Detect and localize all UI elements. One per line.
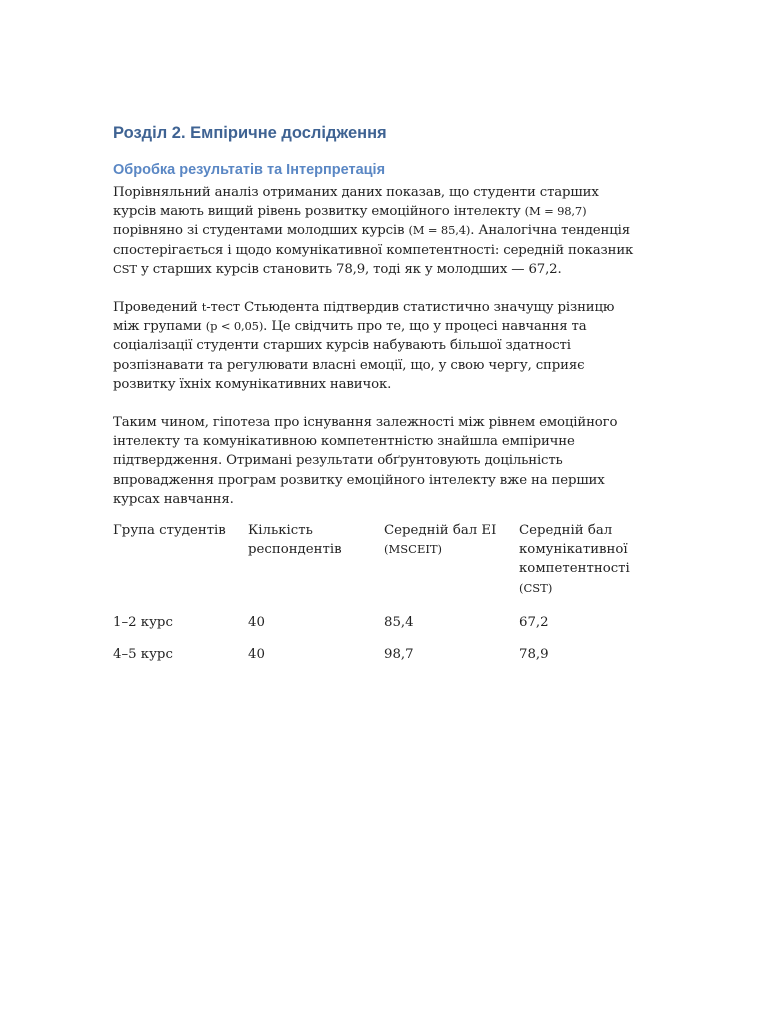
text-run: порівняно зі студентами молодших курсів — [113, 223, 409, 239]
stat-value: (M = 98,7) — [524, 204, 587, 219]
text-run: Проведений — [113, 300, 202, 315]
paragraph-line: курсах навчання. — [113, 491, 234, 507]
paragraph-line: розпізнавати та регулювати власні емоції, що, у свою чергу, сприяє — [113, 357, 585, 373]
table-header-cell — [519, 521, 630, 598]
paragraph-line: інтелекту та комунікативною компетентністю знайшла емпіричне — [113, 434, 575, 450]
header-text: компетентності — [519, 561, 630, 577]
paragraph-line — [113, 221, 658, 240]
table-header-cell — [248, 521, 342, 559]
paragraph-line — [113, 317, 658, 336]
abbreviation: CST — [113, 261, 137, 276]
paragraph-comparison — [113, 183, 658, 279]
paragraph-line: соціалізації студенти старших курсів набувають більшої здатності — [113, 338, 571, 354]
paragraph-line: розвитку їхніх комунікативних навичок. — [113, 376, 392, 392]
header-subtext: (MSCEIT) — [384, 542, 443, 557]
text-run: . Аналогічна тенденція — [470, 223, 630, 239]
subsection-title: Обробка результатів та Інтерпретація — [113, 162, 386, 178]
section-title: Розділ 2. Емпіричне дослідження — [113, 124, 387, 142]
table-header-cell — [384, 521, 496, 559]
table-cell-ei: 85,4 — [384, 615, 414, 630]
paragraph-line — [113, 202, 658, 221]
stat-value: (p < 0,05) — [205, 319, 264, 334]
table-header-cell — [113, 521, 226, 540]
table-cell-ei: 98,7 — [384, 647, 414, 662]
table-cell-count: 40 — [248, 647, 265, 662]
stat-value: (M = 85,4) — [408, 223, 471, 238]
text-run: у старших курсів становить 78,9, тоді як у молодших — 67,2. — [136, 261, 562, 277]
paragraph-line — [113, 260, 658, 279]
text-run: -тест Стьюдента підтвердив статистично значущу різницю — [206, 300, 615, 315]
table-cell-group: 4–5 курс — [113, 647, 173, 662]
header-text: Середній бал EI — [384, 523, 497, 538]
paragraph-line: впровадження програм розвитку емоційного інтелекту вже на перших — [113, 472, 605, 488]
header-text: комунікативної — [519, 542, 628, 558]
paragraph-ttest — [113, 298, 658, 394]
header-text: Кількість — [248, 523, 313, 538]
header-subtext: (CST) — [519, 580, 553, 595]
table-cell-cst: 78,9 — [519, 647, 549, 662]
table-cell-group: 1–2 курс — [113, 615, 173, 630]
table-cell-count: 40 — [248, 615, 265, 630]
table-cell-cst: 67,2 — [519, 615, 549, 630]
header-text: Середній бал — [519, 523, 613, 538]
paragraph-line: Порівняльний аналіз отриманих даних показав, що студенти старших — [113, 185, 599, 200]
text-run: курсів мають вищий рівень розвитку емоційного інтелекту — [113, 204, 525, 220]
header-text: Група студентів — [113, 523, 226, 538]
header-text: респондентів — [248, 542, 342, 558]
stat-symbol: t — [201, 300, 207, 314]
text-run: . Це свідчить про те, що у процесі навчання та — [263, 319, 587, 335]
paragraph-line: Таким чином, гіпотеза про існування залежності між рівнем емоційного — [113, 415, 618, 430]
paragraph-conclusion — [113, 413, 658, 509]
paragraph-line — [113, 298, 658, 317]
paragraph-line: підтвердження. Отримані результати обґрунтовують доцільність — [113, 453, 563, 469]
paragraph-line: спостерігається і щодо комунікативної компетентності: середній показник — [113, 242, 634, 258]
text-run: між групами — [113, 319, 206, 335]
